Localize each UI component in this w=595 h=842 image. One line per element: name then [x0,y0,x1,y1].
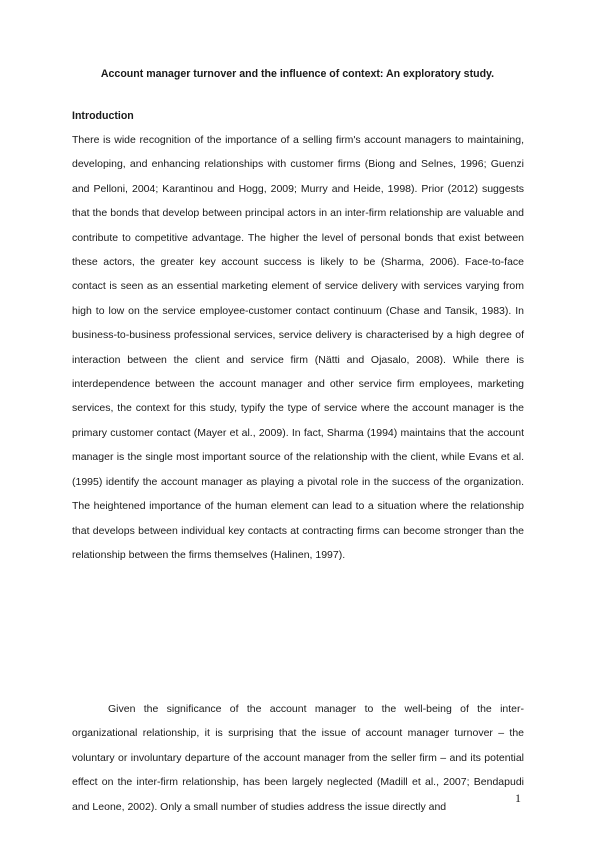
section-heading-introduction: Introduction [72,110,134,122]
body-paragraph-1: There is wide recognition of the importance of a selling firm's account managers to maintaining, developing, and enhancing relationships with customer firms (Biong and Selnes, 1996; Guenzi and Pelloni, 2004; Karantinou and Hogg, 2009; Murry and Heide, 1998). Prior (2012) suggests that the bonds that develop between principal actors in an inter-firm relationship are valuable and contribute to competitive advantage. The higher the level of personal bonds that exist between these actors, the greater key account success is likely to be (Sharma, 2006). Face-to-face contact is seen as an essential marketing element of service delivery with services varying from high to low on the service employee-customer contact continuum (Chase and Tansik, 1983). In business-to-business professional services, service delivery is characterised by a high degree of interaction between the client and service firm (Nätti and Ojasalo, 2008). While there is interdependence between the account manager and other service firm employees, marketing services, the context for this study, typify the type of service where the account manager is the primary customer contact (Mayer et al., 2009). In fact, Sharma (1994) maintains that the account manager is the single most important source of the relationship with the client, while Evans et al. (1995) identify the account manager as playing a pivotal role in the success of the organization. The heightened importance of the human element can lead to a situation where the relationship that develops between individual key contacts at contracting firms can become stronger than the relationship between the firms themselves (Halinen, 1997). [72,134,524,561]
page-number: 1 [515,791,521,805]
body-paragraph-2: Given the significance of the account manager to the well-being of the inter-organizational relationship, it is surprising that the issue of account manager turnover – the voluntary or involuntary departure of the account manager from the seller firm – and its potential effect on the inter-firm relationship, has been largely neglected (Madill et al., 2007; Bendapudi and Leone, 2002). Only a small number of studies address the issue directly and [72,703,524,813]
paper-title: Account manager turnover and the influence of context: An exploratory study. [100,68,495,80]
